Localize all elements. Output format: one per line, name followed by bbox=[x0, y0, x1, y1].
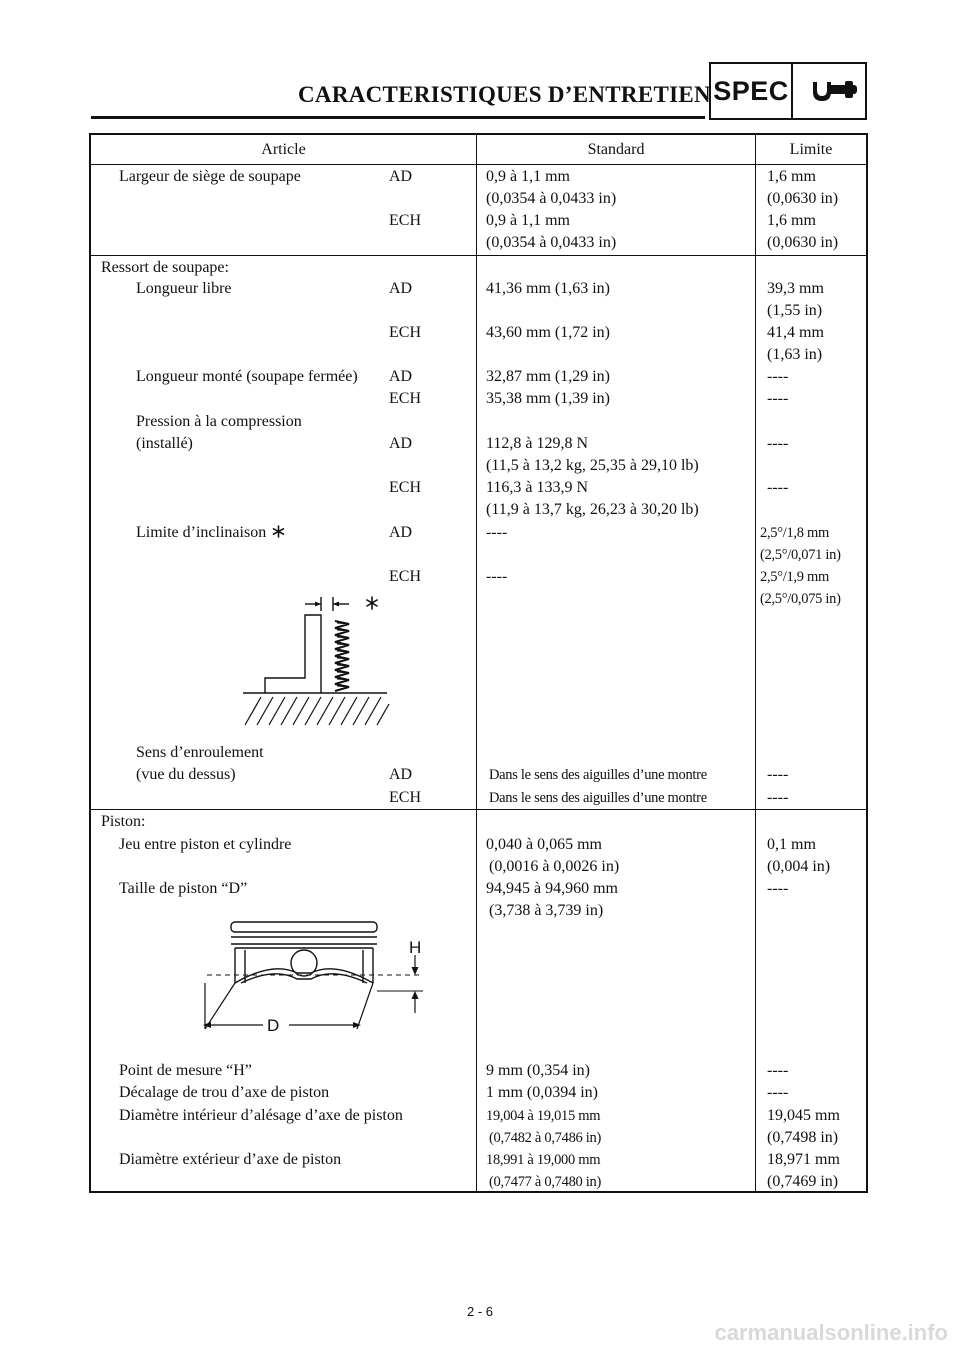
limit-value: 2,5°/1,9 mm bbox=[760, 569, 829, 585]
label-measure-point: Point de mesure “H” bbox=[119, 1062, 252, 1079]
std-value: 18,991 à 19,000 mm bbox=[486, 1152, 601, 1168]
label-h: H bbox=[409, 938, 422, 957]
limit-value: ---- bbox=[767, 789, 789, 806]
std-value: (0,0016 à 0,0026 in) bbox=[489, 858, 620, 875]
side-ech: ECH bbox=[389, 324, 421, 341]
limit-value: 1,6 mm bbox=[767, 212, 816, 229]
limit-value: (0,0630 in) bbox=[767, 234, 839, 251]
limit-value: (0,0630 in) bbox=[767, 190, 839, 207]
std-value: ---- bbox=[486, 524, 508, 541]
col-divider bbox=[476, 135, 477, 1191]
std-value: 116,3 à 133,9 N bbox=[486, 479, 589, 496]
label-free-length: Longueur libre bbox=[136, 280, 232, 297]
spring-tilt-diagram bbox=[239, 593, 399, 731]
limit-value: ---- bbox=[767, 1084, 789, 1101]
spec-badge bbox=[709, 62, 867, 120]
std-value: Dans le sens des aiguilles d’une montre bbox=[489, 790, 707, 806]
side-ad: AD bbox=[389, 368, 413, 385]
std-value: (3,738 à 3,739 in) bbox=[489, 902, 604, 919]
page-number: 2 - 6 bbox=[466, 1304, 493, 1319]
section-divider bbox=[91, 809, 866, 810]
col-divider bbox=[755, 135, 756, 1191]
col-header-standard: Standard bbox=[587, 141, 645, 158]
std-value: 9 mm (0,354 in) bbox=[486, 1062, 590, 1079]
limit-value: (2,5°/0,075 in) bbox=[760, 591, 841, 607]
std-value: 0,040 à 0,065 mm bbox=[486, 836, 602, 853]
std-value: (11,9 à 13,7 kg, 26,23 à 30,20 lb) bbox=[486, 501, 699, 518]
label-pin-od: Diamètre extérieur d’axe de piston bbox=[119, 1151, 342, 1168]
header-divider bbox=[91, 164, 866, 165]
std-value: Dans le sens des aiguilles d’une montre bbox=[489, 767, 707, 783]
side-ech: ECH bbox=[389, 789, 421, 806]
label-piston-clearance: Jeu entre piston et cylindre bbox=[119, 836, 292, 853]
std-value: 35,38 mm (1,39 in) bbox=[486, 390, 610, 407]
label-compression-installed: (installé) bbox=[136, 435, 193, 452]
label-piston-size: Taille de piston “D” bbox=[119, 880, 248, 897]
side-ech: ECH bbox=[389, 212, 421, 229]
limit-value: 18,971 mm bbox=[767, 1151, 840, 1168]
section-heading-spring: Ressort de soupape: bbox=[101, 259, 229, 276]
std-value: (0,0354 à 0,0433 in) bbox=[486, 190, 617, 207]
side-ad: AD bbox=[389, 766, 413, 783]
limit-value: 39,3 mm bbox=[767, 280, 824, 297]
wrench-icon bbox=[807, 76, 861, 106]
label-pin-offset: Décalage de trou d’axe de piston bbox=[119, 1084, 330, 1101]
limit-value: 0,1 mm bbox=[767, 836, 816, 853]
side-ech: ECH bbox=[389, 568, 421, 585]
label-winding-view: (vue du dessus) bbox=[136, 766, 236, 783]
col-header-limit: Limite bbox=[789, 141, 833, 158]
limit-value: (0,7469 in) bbox=[767, 1173, 839, 1190]
side-ad: AD bbox=[389, 168, 413, 185]
page-title: CARACTERISTIQUES D’ENTRETIEN bbox=[298, 82, 711, 107]
spec-label: SPEC bbox=[711, 64, 793, 118]
limit-value: ---- bbox=[767, 479, 789, 496]
limit-value: ---- bbox=[767, 1062, 789, 1079]
std-value: 19,004 à 19,015 mm bbox=[486, 1108, 601, 1124]
std-value: 32,87 mm (1,29 in) bbox=[486, 368, 610, 385]
std-value: 1 mm (0,0394 in) bbox=[486, 1084, 598, 1101]
section-divider bbox=[91, 255, 866, 256]
std-value: 41,36 mm (1,63 in) bbox=[486, 280, 610, 297]
std-value: 0,9 à 1,1 mm bbox=[486, 168, 570, 185]
limit-value: 19,045 mm bbox=[767, 1107, 840, 1124]
limit-value: 41,4 mm bbox=[767, 324, 824, 341]
section-heading-piston: Piston: bbox=[101, 813, 146, 830]
limit-value: 2,5°/1,8 mm bbox=[760, 525, 829, 541]
asterisk-icon bbox=[272, 525, 285, 538]
side-ad: AD bbox=[389, 280, 413, 297]
limit-value: ---- bbox=[767, 766, 789, 783]
col-header-article: Article bbox=[261, 141, 306, 158]
std-value: 94,945 à 94,960 mm bbox=[486, 880, 618, 897]
side-ad: AD bbox=[389, 435, 413, 452]
side-ad: AD bbox=[389, 524, 413, 541]
side-ech: ECH bbox=[389, 390, 421, 407]
label-compression: Pression à la compression bbox=[136, 413, 302, 430]
limit-value: ---- bbox=[767, 435, 789, 452]
header-rule bbox=[91, 116, 705, 119]
std-value: (0,7477 à 0,7480 in) bbox=[489, 1174, 601, 1190]
std-value: 0,9 à 1,1 mm bbox=[486, 212, 570, 229]
label-installed-length: Longueur monté (soupape fermée) bbox=[136, 368, 358, 385]
side-ech: ECH bbox=[389, 479, 421, 496]
limit-value: (0,004 in) bbox=[767, 858, 831, 875]
std-value: (11,5 à 13,2 kg, 25,35 à 29,10 lb) bbox=[486, 457, 699, 474]
watermark: carmanualsonline.info bbox=[714, 1320, 948, 1345]
std-value: (0,0354 à 0,0433 in) bbox=[486, 234, 617, 251]
limit-value: (1,55 in) bbox=[767, 302, 823, 319]
limit-value: ---- bbox=[767, 880, 789, 897]
limit-value: (2,5°/0,071 in) bbox=[760, 547, 841, 563]
limit-value: (0,7498 in) bbox=[767, 1129, 839, 1146]
label-d: D bbox=[267, 1016, 280, 1035]
std-value: 112,8 à 129,8 N bbox=[486, 435, 589, 452]
std-value: (0,7482 à 0,7486 in) bbox=[489, 1130, 601, 1146]
std-value: ---- bbox=[486, 568, 508, 585]
label-tilt-limit-text: Limite d’inclinaison bbox=[136, 524, 267, 541]
limit-value: 1,6 mm bbox=[767, 168, 816, 185]
limit-value: (1,63 in) bbox=[767, 346, 823, 363]
spec-table bbox=[89, 133, 868, 1193]
std-value: 43,60 mm (1,72 in) bbox=[486, 324, 610, 341]
limit-value: ---- bbox=[767, 390, 789, 407]
piston-diagram bbox=[197, 917, 433, 1035]
limit-value: ---- bbox=[767, 368, 789, 385]
label-tilt-limit bbox=[136, 522, 285, 544]
label-winding: Sens d’enroulement bbox=[136, 744, 264, 761]
label-valve-seat: Largeur de siège de soupape bbox=[119, 168, 301, 185]
label-pin-bore: Diamètre intérieur d’alésage d’axe de piston bbox=[119, 1107, 403, 1124]
